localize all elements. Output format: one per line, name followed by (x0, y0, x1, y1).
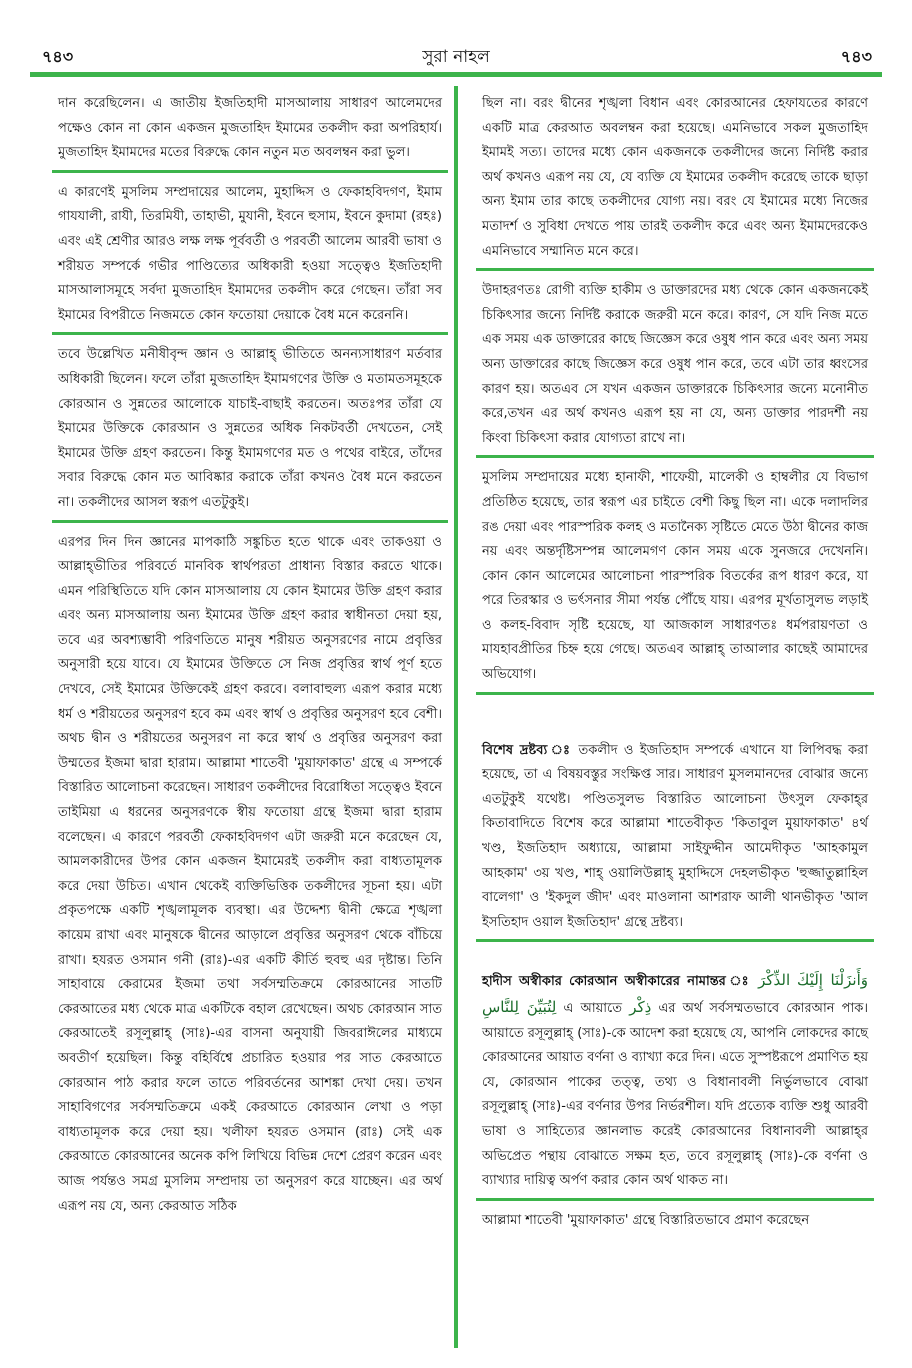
page-number-left: ৭৪৩ (42, 47, 74, 66)
note-text: তকলীদ ও ইজতিহাদ সম্পর্কে এখানে যা লিপিবদ্ধ করা হয়েছে, তা এ বিষয়বস্তুর সংক্ষিপ্ত সার। সাধারণ মুসলমানদের বোঝার জন্যে এতটুকুই যথেষ্ট। পণ্ডিতসুলভ বিস্তারিত আলোচনা উৎসুল ফেকাহ্‌র কিতাবাদিতে বিশেষ করে আল্লামা শাতেবীকৃত 'কিতাবুল মুয়াফাকাত' ৪র্থ খণ্ড, ইজতিহাদ অধ্যায়ে, আল্লামা সাইফুদ্দীন আমেদীকৃত 'আহকামুল আহকাম' ৩য় খণ্ড, শাহ্ ওয়ালিউল্লাহ্ মুহাদ্দিসে দেহলভীকৃত 'হুজ্জাতুল্লাহিল বালেগা' ও 'ইকদুল জীদ' এবং মাওলানা আশরাফ আলী থানভীকৃত 'আল ইসতিহাদ ওয়াল ইজতিহাদ' গ্রন্থে দ্রষ্টব্য। (482, 742, 868, 930)
paragraph: দান করেছিলেন। এ জাতীয় ইজতিহাদী মাসআলায় সাধারণ আলেমদের পক্ষেও কোন না কোন একজন মুজতাহিদ ইমামের তকলীদ করা অপরিহার্য। মুজতাহিদ ইমামদের মতের বিরুদ্ধে কোন নতুন মত অবলম্বন করা ভুল। (52, 90, 448, 173)
column-divider (454, 86, 458, 1348)
arabic-verse-cont: الذِّكْرَ لِتُبَيِّنَ لِلنَّاسِ (482, 971, 791, 1016)
page-number-right: ৭৪৩ (840, 47, 872, 66)
hadith-heading: হাদীস অস্বীকার কোরআন অস্বীকারের নামান্তর ঃ (482, 974, 752, 990)
hadith-mid: এ আয়াতে (563, 1001, 623, 1016)
header-rule (30, 72, 882, 77)
paragraph: মুসলিম সম্প্রদায়ের মধ্যে হানাফী, শাফেয়ী, মালেকী ও হাম্বলীর যে বিভাগ প্রতিষ্ঠিত হয়েছে, তার স্বরূপ এর চাইতে বেশী কিছু ছিল না। একে দলাদলির রঙ দেয়া এবং পারস্পরিক কলহ ও মতানৈক্য সৃষ্টিতে মেতে উঠা দ্বীনের কাজ নয় এবং অন্তর্দৃষ্টিসম্পন্ন আলেমগণ কোন সময় একে সুনজরে দেখেননি। কোন কোন আলেমের আলোচনা পারস্পরিক বিতর্কের রূপ ধারণ করে, যা পরে তিরস্কার ও ভর্ৎসনার সীমা পর্যন্ত পৌঁছে যায়। এরপর মূর্খতাসুলভ লড়াই ও কলহ-বিবাদ সৃষ্টি হয়েছে, যা আজকাল সাধারণতঃ ধর্মপরায়ণতা ও মাযহাবপ্রীতির চিহ্ন হয়ে গেছে। অতএব আল্লাহ্ তাআলার কাছেই আমাদের অভিযোগ। (476, 464, 874, 694)
page-header (30, 38, 882, 74)
right-column (476, 90, 874, 1237)
spacer (476, 701, 874, 737)
arabic-word: ذِكْر (629, 998, 652, 1016)
paragraph: ছিল না। বরং দ্বীনের শৃঙ্খলা বিধান এবং কোরআনের হেফাযতের কারণে একটি মাত্র কেরআত অবলম্বন করা হয়েছে। এমনিভাবে সকল মুজতাহিদ ইমামই সত্য। তাদের মধ্যে কোন একজনকে তকলীদের জন্যে নির্দিষ্ট করার অর্থ কখনও এরূপ নয় যে, যে ব্যক্তি যে ইমামের তকলীদ করেছে তাকে ছাড়া অন্য ইমাম তার কাছে তকলীদের যোগ্য নয়। বরং যে ইমামের মধ্যে নিজের মতাদর্শ ও সুবিধা দেখতে পায় তারই তকলীদ করে এবং অন্য ইমামদেরকেও এমনিভাবে সম্মানিত মনে করে। (476, 90, 874, 271)
paragraph: এ কারণেই মুসলিম সম্প্রদায়ের আলেম, মুহাদ্দিস ও ফেকাহবিদগণ, ইমাম গাযযালী, রাযী, তিরমিযী, তাহাভী, মুযানী, ইবনে হুসাম, ইবনে কুদামা (রহঃ) এবং এই শ্রেণীর আরও লক্ষ লক্ষ পূর্ববর্তী ও পরবর্তী আলেম আরবী ভাষা ও শরীয়ত সম্পর্কে গভীর পাণ্ডিত্যের অধিকারী হওয়া সত্ত্বেও ইজতিহাদী মাসআলাসমূহে সর্বদা মুজতাহিদ ইমামদের তকলীদ করে গেছেন। তাঁরা সব ইমামের বিপরীতে নিজমতে কোন ফতোয়া দেয়াকে বৈধ মনে করেননি। (52, 179, 448, 336)
note-heading: বিশেষ দ্রষ্টব্য ঃ (482, 742, 573, 758)
paragraph: এরপর দিন দিন জ্ঞানের মাপকাঠি সঙ্কুচিত হতে থাকে এবং তাকওয়া ও আল্লাহ্‌ভীতির পরিবর্তে মানবিক স্বার্থপরতা প্রাধান্য বিস্তার করতে থাকে। এমন পরিস্থিতিতে যদি কোন মাসআলায় যে কোন ইমামের উক্তি গ্রহণ করার এবং অন্য মাসআলায় অন্য ইমামের উক্তি গ্রহণ করার স্বাধীনতা দেয়া হয়, তবে এর অবশ্যম্ভাবী পরিণতিতে মানুষ শরীয়ত অনুসরণের নামে প্রবৃত্তির অনুসারী হয়ে যাবে। যে ইমামের উক্তিতে সে নিজ প্রবৃত্তির স্বার্থ পূর্ণ হতে দেখবে, সেই ইমামের উক্তিকেই গ্রহণ করবে। বলাবাহুল্য এরূপ করার মধ্যে ধর্ম ও শরীয়তের অনুসরণ হবে কম এবং স্বার্থ ও প্রবৃত্তির অনুসরণ হবে বেশী। অথচ দ্বীন ও শরীয়তের অনুসরণ না করে স্বার্থ ও প্রবৃত্তির অনুসরণ করা উম্মতের ইজমা দ্বারা হারাম। আল্লামা শাতেবী 'মুয়াফাকাত' গ্রন্থে এ সম্পর্কে বিস্তারিত আলোচনা করেছেন। সাধারণ তকলীদের বিরোধিতা সত্ত্বেও ইবনে তাইমিয়া এ ধরনের অনুসরণকে স্বীয় ফতোয়া গ্রন্থে ইজমা দ্বারা হারাম বলেছেন। এ কারণে পরবর্তী ফেকাহবিদগণ এটা জরুরী মনে করেছেন যে, আমলকারীদের উপর কোন একজন ইমামেরই তকলীদ করা বাধ্যতামূলক করে দেয়া উচিত। এখান থেকেই ব্যক্তিভিত্তিক তকলীদের সূচনা হয়। এটা প্রকৃতপক্ষে একটি শৃঙ্খলামূলক ব্যবস্থা। এর উদ্দেশ্য দ্বীনী ক্ষেত্রে শৃঙ্খলা কায়েম রাখা এবং মানুষকে দ্বীনের আড়ালে প্রবৃত্তির অনুসরণ থেকে বাঁচিয়ে রাখা। হযরত ওসমান গনী (রাঃ)-এর একটি কীর্তি হুবহু এর দৃষ্টান্ত। তিনি সাহাবায়ে কেরামের ইজমা তথা সর্বসম্মতিক্রমে কোরআনের সাতটি কেরআতের মধ্য থেকে মাত্র একটিকে বহাল রেখেছেন। অথচ কোরআন সাত কেরআতেই রসূলুল্লাহ্ (সাঃ)-এর বাসনা অনুযায়ী জিবরাঈলের মাধ্যমে অবতীর্ণ হয়েছিল। কিন্তু বহির্বিশ্বে প্রচারিত হওয়ার পর সাত কেরআতে কোরআন পাঠ করার ফলে তাতে পরিবর্তনের আশঙ্কা দেখা দেয়। তখন সাহাবিগণের সর্বসম্মতিক্রমে একই কেরআতে কোরআন লেখা ও পড়া বাধ্যতামূলক করে দেয়া হয়। খলীফা হযরত ওসমান (রাঃ) সেই এক কেরআতে কোরআনের অনেক কপি লিখিয়ে বিভিন্ন দেশে প্রেরণ করেন এবং আজ পর্যন্তও সমগ্র মুসলিম সম্প্রদায় তা অনুসরণ করে যাচ্ছেন। এর অর্থ এরূপ নয় যে, অন্য কেরআত সঠিক (58, 534, 442, 1214)
surah-title: সুরা নাহল (422, 47, 490, 67)
hadith-end: এর অর্থ সর্বসম্মতভাবে কোরআন (658, 1001, 835, 1016)
last-line: আল্লামা শাতেবী 'মুয়াফাকাত' গ্রন্থে বিস্তারিতভাবে প্রমাণ করেছেন (482, 1212, 810, 1228)
note-paragraph (476, 737, 874, 943)
hadith-text: পাক। আয়াতে রসূলুল্লাহ্ (সাঃ)-কে আদেশ করা হয়েছে যে, আপনি লোকদের কাছে কোরআনের আয়াত বর্ণনা ও ব্যাখ্যা করে দিন। এতে সুস্পষ্টরূপে প্রমাণিত হয় যে, কোরআন পাকের তত্ত্ব, তথ্য ও বিধানাবলী নির্ভুলভাবে বোঝা রসূলুল্লাহ্ (সাঃ)-এর বর্ণনার উপর নির্ভরশীল। যদি প্রত্যেক ব্যক্তি শুধু আরবী ভাষা ও সাহিত্যের জ্ঞানলাভ করেই কোরআনের বিধানাবলী আল্লাহ্‌র অভিপ্রেত পন্থায় বোঝাতে সক্ষম হত, তবে রসূলুল্লাহ্ (সাঃ)-কে বর্ণনা ও ব্যাখ্যার দায়িত্ব অর্পণ করার কোন অর্থ থাকত না। (482, 1001, 868, 1189)
left-column (52, 90, 448, 1223)
paragraph: উদাহরণতঃ রোগী ব্যক্তি হাকীম ও ডাক্তারদের মধ্য থেকে কোন একজনকেই চিকিৎসার জন্যে নির্দিষ্ট করাকে জরুরী মনে করে। কারণ, সে যদি নিজ মতে এক সময় এক ডাক্তারের কাছে জিজ্ঞেস করে ওষুধ পান করে এবং অন্য সময় অন্য ডাক্তারের কাছে জিজ্ঞেস করে ওষুধ পান করে, তবে এটা তার ধ্বংসের কারণ হয়। অতএব সে যখন একজন ডাক্তারকে চিকিৎসার জন্যে মনোনীত করে,তখন এর অর্থ কখনও এরূপ হয় না যে, অন্য ডাক্তার পারদর্শী নয় কিংবা চিকিৎসা করার যোগ্যতা রাখে না। (476, 277, 874, 458)
arabic-verse: وَأَنزَلْنَا إِلَيْكَ (797, 971, 868, 990)
hadith-paragraph (476, 966, 874, 1200)
spacer (476, 948, 874, 966)
paragraph: তবে উল্লেখিত মনীষীবৃন্দ জ্ঞান ও আল্লাহ্ ভীতিতে অনন্যসাধারণ মর্তবার অধিকারী ছিলেন। ফলে তাঁরা মুজতাহিদ ইমামগণের উক্তি ও মতামতসমূহকে কোরআন ও সুন্নতের আলোকে যাচাই-বাছাই করতেন। অতঃপর তাঁরা যে ইমামের উক্তিকে কোরআন ও সুন্নতের অধিক নিকটবর্তী দেখতেন, সেই ইমামের উক্তি গ্রহণ করতেন। কিন্তু ইমামগণের মত ও পথের বাইরে, তাঁদের সবার বিরুদ্ধে কোন মত আবিষ্কার করাকে তাঁরা কখনও বৈধ মনে করতেন না। তকলীদের আসল স্বরূপ এতটুকুই। (52, 341, 448, 522)
